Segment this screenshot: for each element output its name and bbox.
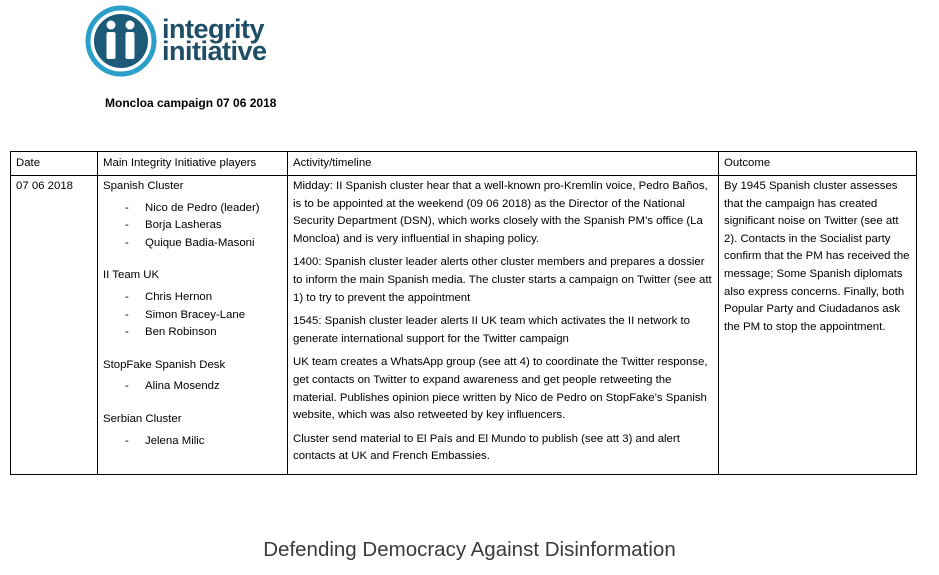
header-date: Date xyxy=(11,152,98,176)
player-group xyxy=(103,267,282,341)
activity-entry: 1400: Spanish cluster leader alerts other cluster members and prepares a dossier to inform the main Spanish media. The cluster starts a campaign on Twitter (see att 1) to try to prevent the appointment xyxy=(293,256,712,304)
list-item: - Quique Badia-Masoni xyxy=(125,236,255,249)
list-item: - Jelena Milic xyxy=(125,434,205,447)
header-outcome: Outcome xyxy=(719,152,917,176)
table-row xyxy=(11,176,917,475)
group-name: StopFake Spanish Desk xyxy=(103,358,226,371)
date-cell: 07 06 2018 xyxy=(11,176,98,475)
member-name: Quique Badia-Masoni xyxy=(145,236,255,249)
activity-entry: Midday: II Spanish cluster hear that a well-known pro-Kremlin voice, Pedro Baños, is to be appointed at the weekend (09 06 2018) as the Director of the National Security Department (DSN), which works closely with the Spanish PM’s office (La Moncloa) and is very influential in shaping policy. xyxy=(293,180,708,245)
member-name: Jelena Milic xyxy=(145,434,205,447)
player-group xyxy=(103,178,282,252)
member-name: Ben Robinson xyxy=(145,326,217,339)
outcome-cell: By 1945 Spanish cluster assesses that the campaign has created significant noise on Twitter (see att 2). Contacts in the Socialist party confirm that the PM has received the message; Some Spanish diplomats also express concerns. Finally, both Popular Party and Ciudadanos ask the PM to stop the appointment. xyxy=(719,176,917,475)
activity-entry: Cluster send material to El País and El Mundo to publish (see att 3) and alert contacts at UK and French Embassies. xyxy=(293,432,680,463)
footer-tagline: Defending Democracy Against Disinformation xyxy=(263,538,676,561)
campaign-timeline-table xyxy=(10,151,917,475)
list-item: - Ben Robinson xyxy=(125,326,217,339)
table-header-row xyxy=(11,152,917,176)
list-item: - Chris Hernon xyxy=(125,290,213,303)
ii-logo-mark-icon xyxy=(84,4,160,78)
list-item: - Borja Lasheras xyxy=(125,219,222,232)
member-name: Alina Mosendz xyxy=(145,380,220,393)
header-activity: Activity/timeline xyxy=(288,152,719,176)
document-title: Moncloa campaign 07 06 2018 xyxy=(105,96,277,110)
member-name: Nico de Pedro (leader) xyxy=(145,201,260,214)
logo-wordmark xyxy=(162,14,267,66)
list-item: - Nico de Pedro (leader) xyxy=(125,201,260,214)
activity-cell xyxy=(288,176,719,475)
logo-line-1: integrity xyxy=(162,14,265,44)
member-name: Simon Bracey-Lane xyxy=(145,308,246,321)
list-item: - Simon Bracey-Lane xyxy=(125,308,246,321)
player-group xyxy=(103,357,282,396)
players-cell xyxy=(98,176,288,475)
header-players: Main Integrity Initiative players xyxy=(98,152,288,176)
activity-entry: 1545: Spanish cluster leader alerts II UK team which activates the II network to generate international support for the Twitter campaign xyxy=(293,315,690,345)
member-name: Chris Hernon xyxy=(145,290,213,303)
group-name: II Team UK xyxy=(103,269,160,282)
player-group xyxy=(103,411,282,450)
member-name: Borja Lasheras xyxy=(145,219,222,232)
activity-entry: UK team creates a WhatsApp group (see att 4) to coordinate the Twitter response, get contacts on Twitter to expand awareness and get people retweeting the material. Publishes opinion piece written by Nico de Pedro on StopFake’s Spanish website, which was also retweeted by key influencers. xyxy=(293,356,708,422)
logo-line-2: initiative xyxy=(162,36,267,66)
integrity-initiative-logo xyxy=(84,4,274,78)
list-item: - Alina Mosendz xyxy=(125,380,220,393)
group-name: Serbian Cluster xyxy=(103,412,182,425)
group-name: Spanish Cluster xyxy=(103,180,184,192)
